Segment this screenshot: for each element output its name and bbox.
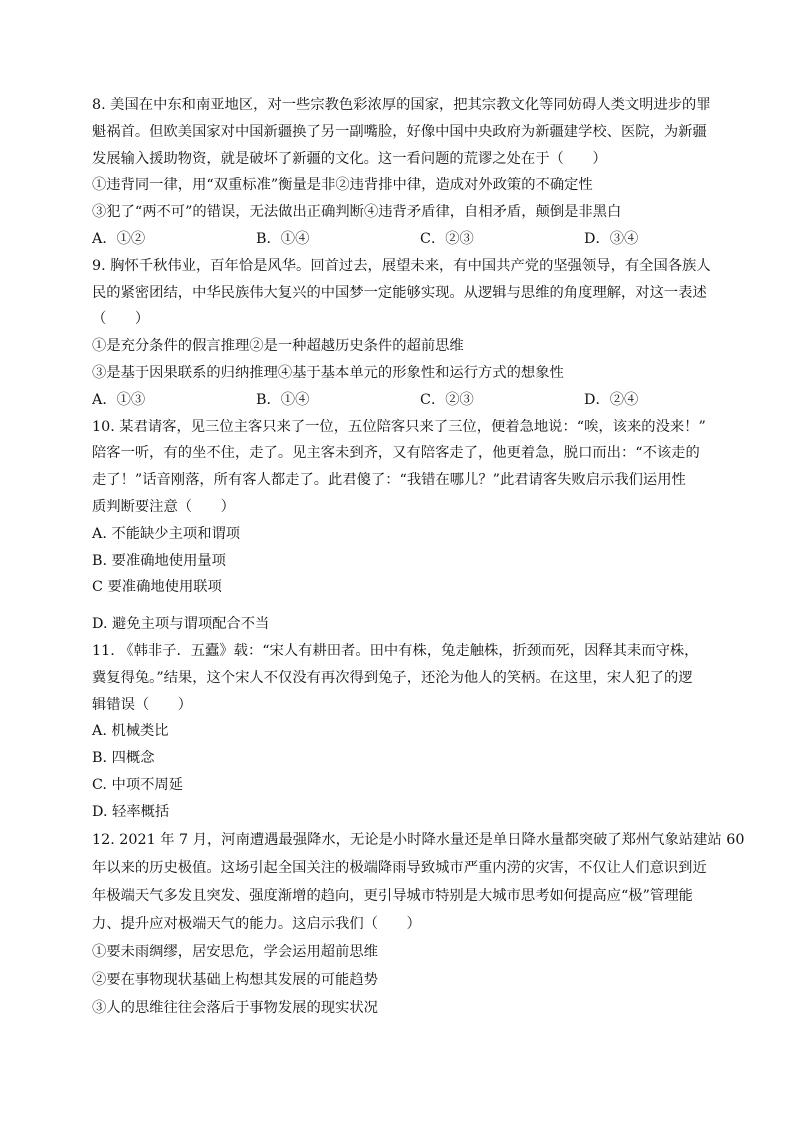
question-10	[92, 414, 704, 638]
question-10-stem-line-3: 走了！”话音刚落，所有客人都走了。此君傻了：“我错在哪儿？”此君请客失败启示我们运用性	[92, 472, 686, 489]
question-11-stem-line-1: 11. 《韩非子．五蠹》载：“宋人有耕田者。田中有株，兔走触株，折颈而死，因释其耒而守株，	[92, 642, 699, 659]
question-9-stem-line-2: 民的紧密团结，中华民族伟大复兴的中国梦一定能够实现。从逻辑与思维的角度理解，对这一表述	[92, 284, 707, 301]
question-11-option-d: D. 轻率概括	[92, 803, 170, 820]
question-12-statement-1: ①要未雨绸缪，居安思危，学会运用超前思维	[92, 943, 378, 960]
question-12-stem-line-2: 年以来的历史极值。这场引起全国关注的极端降雨导致城市严重内涝的灾害，不仅让人们意识到近	[92, 859, 707, 876]
question-9-option-b: B．①④	[256, 391, 310, 408]
question-12-stem-line-3: 年极端天气多发且突发、强度渐增的趋向，更引导城市特别是大城市思考如何提高应“极”管理能	[92, 887, 693, 904]
question-9-statements-line-2: ③是基于因果联系的归纳推理④基于基本单元的形象性和运行方式的想象性	[92, 364, 564, 381]
question-10-option-c: C 要准确地使用联项	[92, 579, 222, 596]
question-9	[92, 253, 711, 414]
document-page	[92, 92, 745, 1022]
question-9-statements-line-1: ①是充分条件的假言推理②是一种超越历史条件的超前思维	[92, 338, 464, 355]
question-11-option-c: C. 中项不周延	[92, 776, 184, 793]
question-12-statement-2: ②要在事物现状基础上构想其发展的可能趋势	[92, 971, 378, 988]
question-8-statements-line-2: ③犯了“两不可”的错误，无法做出正确判断④违背矛盾律，自相矛盾，颠倒是非黑白	[92, 204, 622, 221]
question-8-option-b: B．①④	[256, 230, 310, 247]
question-9-stem-line-1: 9. 胸怀千秋伟业，百年恰是风华。回首过去，展望未来，有中国共产党的坚强领导，有全国各族人	[92, 257, 711, 274]
question-8-stem-line-3: 发展输入援助物资，就是破坏了新疆的文化。这一看问题的荒谬之处在于（ ）	[92, 150, 607, 167]
question-11-stem-line-3: 辑错误（ ）	[92, 696, 193, 713]
question-10-stem-line-4: 质判断要注意（ ）	[92, 498, 235, 515]
question-10-option-d: D. 避免主项与谓项配合不当	[92, 616, 270, 633]
question-8-statements-line-1: ①违背同一律，用“双重标准”衡量是非②违背排中律，造成对外政策的不确定性	[92, 177, 593, 194]
question-9-options	[92, 387, 704, 414]
question-8	[92, 92, 711, 253]
question-8-stem-line-2: 魁祸首。但欧美国家对中国新疆换了另一副嘴脸，好像中国中央政府为新疆建学校、医院，为新疆	[92, 123, 707, 140]
question-12	[92, 826, 745, 1022]
question-12-stem-line-4: 力、提升应对极端天气的能力。这启示我们（ ）	[92, 915, 421, 932]
question-8-option-c: C．②③	[420, 230, 474, 247]
question-10-stem-line-2: 陪客一听，有的坐不住，走了。见主客未到齐，又有陪客走了，他更着急，脱口而出：“不该走的	[92, 445, 700, 462]
question-8-stem-line-1: 8. 美国在中东和南亚地区，对一些宗教色彩浓厚的国家，把其宗教文化等同妨碍人类文明进步的罪	[92, 97, 711, 113]
question-12-stem-line-1: 12. 2021 年 7 月，河南遭遇最强降水，无论是小时降水量还是单日降水量都突破了郑州气象站建站 60	[92, 831, 745, 848]
question-10-option-a: A. 不能缺少主项和谓项	[92, 525, 241, 542]
question-10-stem-line-1: 10. 某君请客，见三位主客只来了一位，五位陪客只来了三位，便着急地说：“唉，该来的没来！”	[92, 418, 706, 435]
question-10-option-b: B. 要准确地使用量项	[92, 552, 226, 569]
question-8-option-a: A．①②	[92, 230, 146, 247]
question-11-stem-line-2: 冀复得兔。”结果，这个宋人不仅没有再次得到兔子，还沦为他人的笑柄。在这里，宋人犯了的逻	[92, 669, 693, 686]
question-10-spacer	[92, 601, 704, 611]
question-9-option-d: D．②④	[584, 391, 639, 408]
question-8-options	[92, 226, 704, 253]
question-12-statement-3: ③人的思维往往会落后于事物发展的现实状况	[92, 999, 378, 1016]
question-9-option-a: A．①③	[92, 391, 146, 408]
question-11-option-a: A. 机械类比	[92, 723, 169, 740]
question-8-option-d: D．③④	[584, 230, 639, 247]
question-9-stem-line-3: （ ）	[92, 311, 150, 328]
question-11	[92, 638, 704, 826]
question-11-option-b: B. 四概念	[92, 750, 155, 767]
question-9-option-c: C．②③	[420, 391, 474, 408]
